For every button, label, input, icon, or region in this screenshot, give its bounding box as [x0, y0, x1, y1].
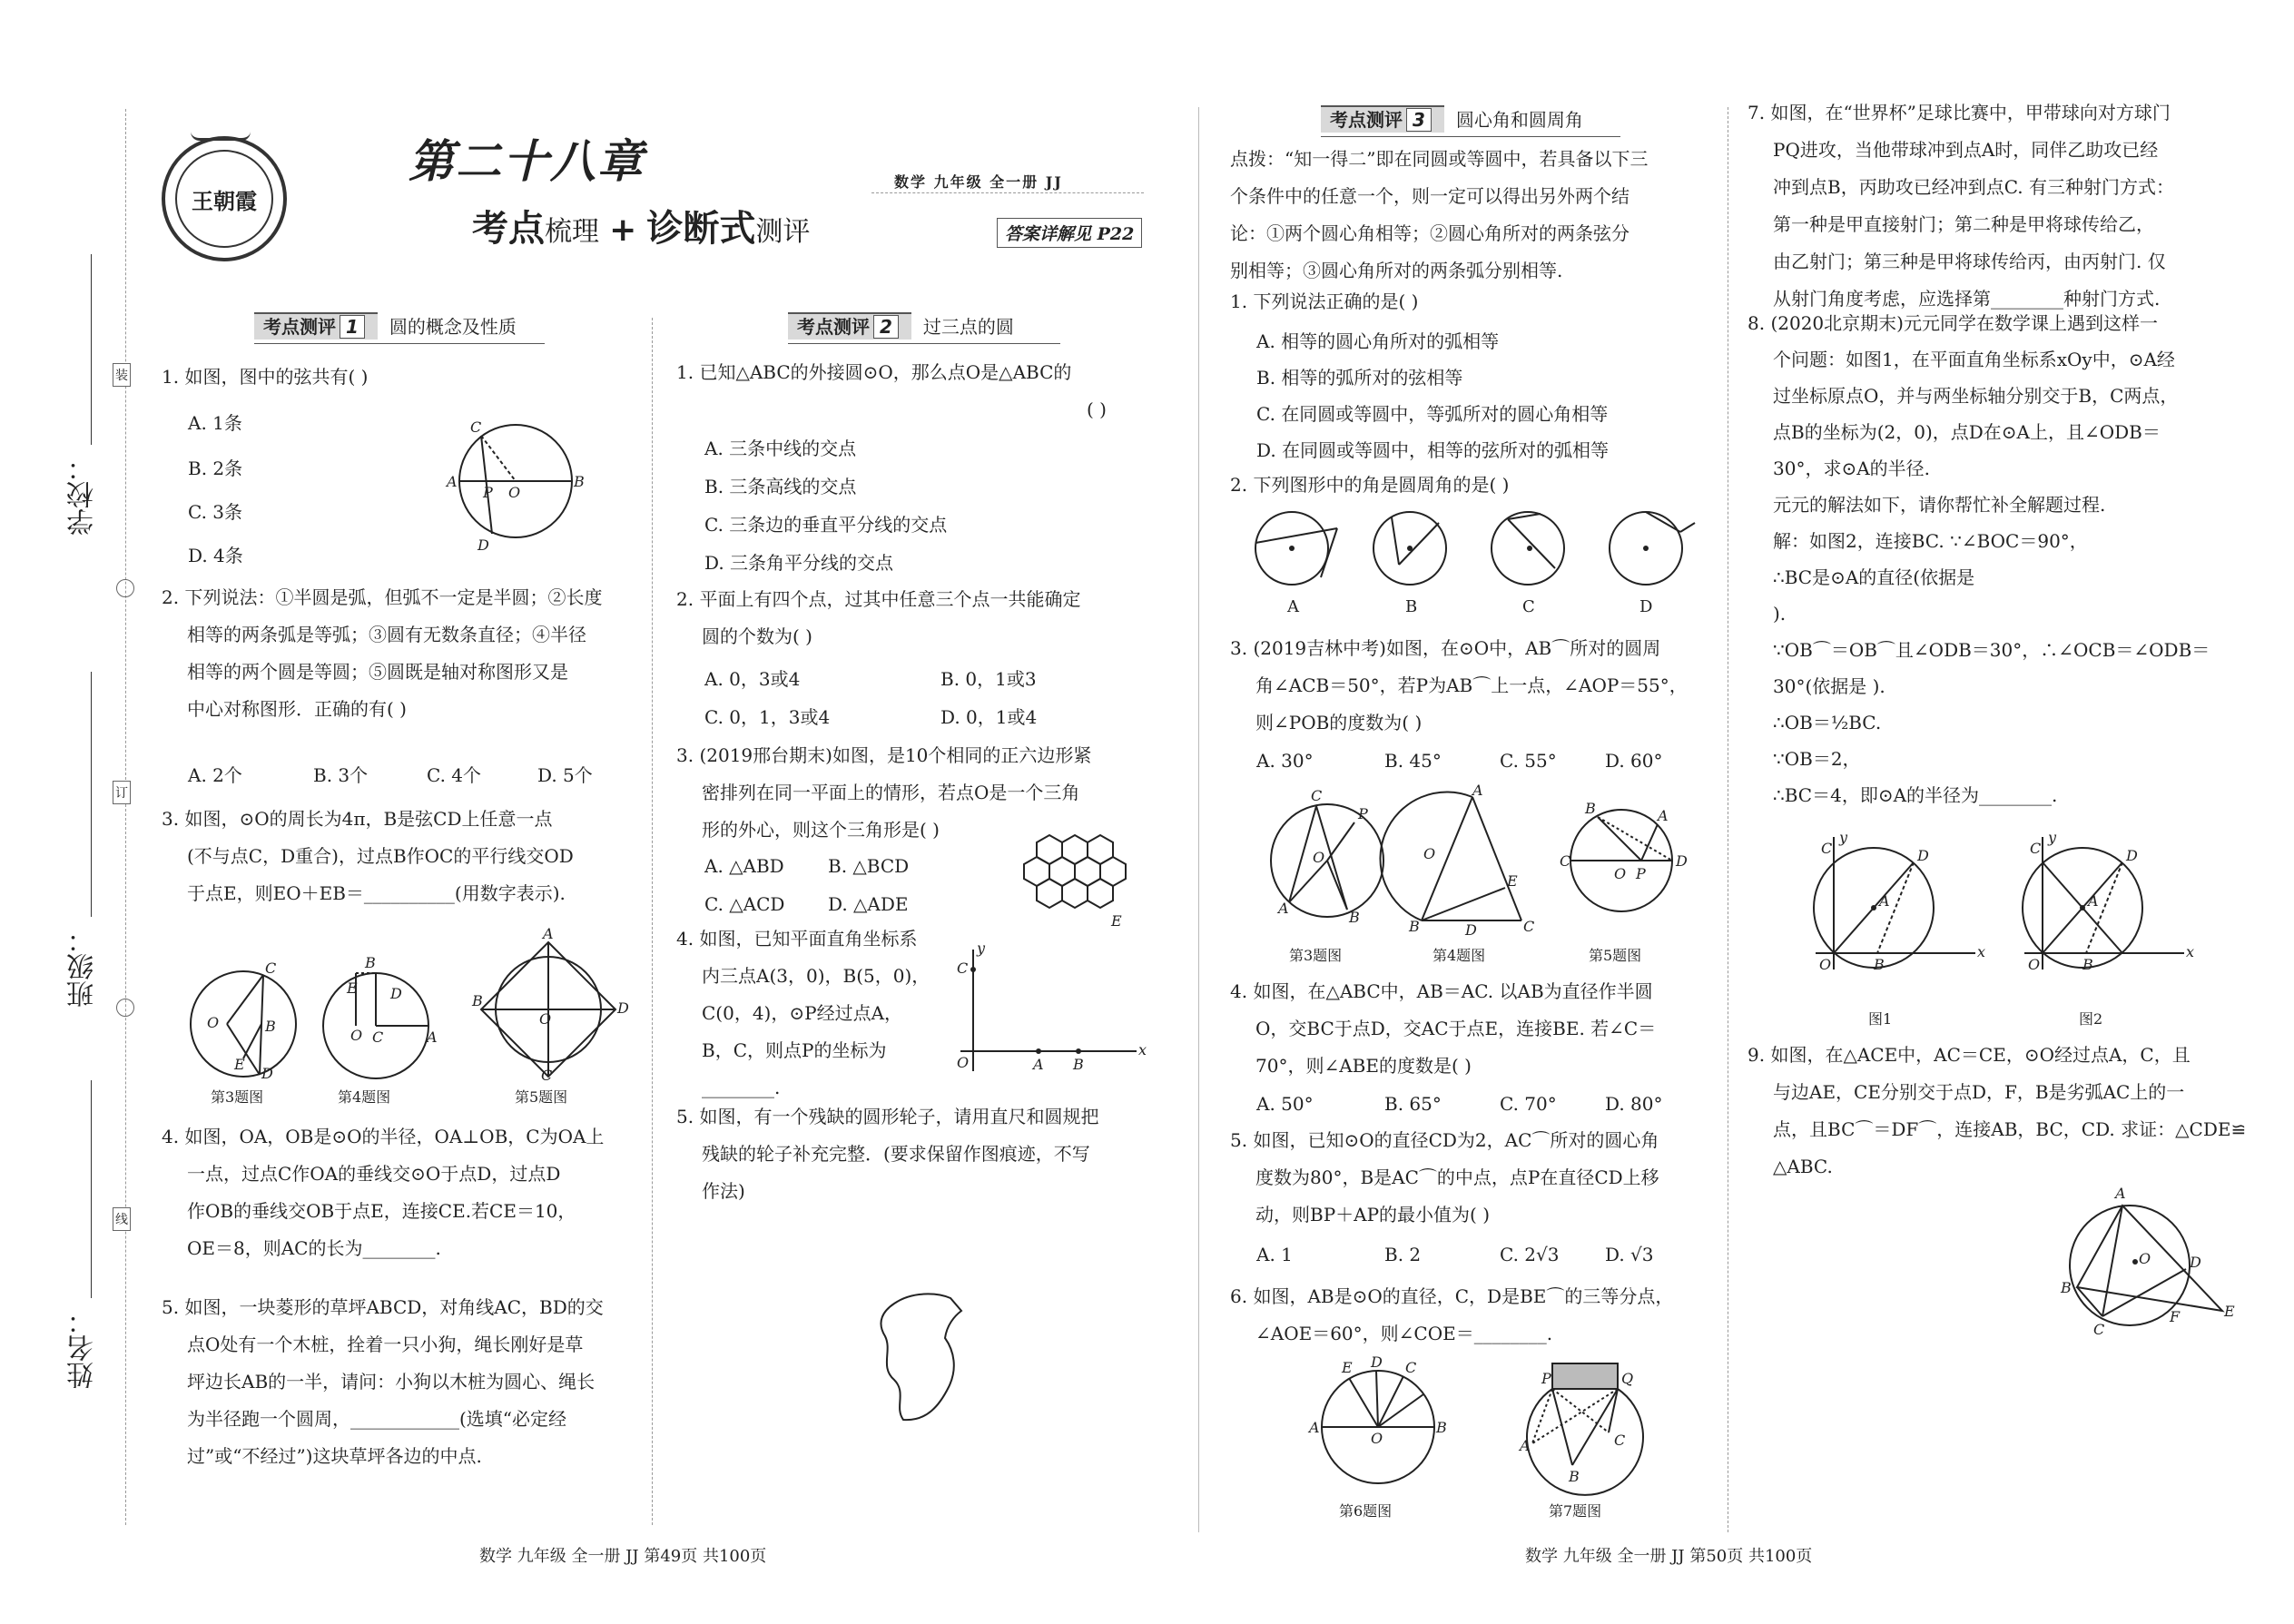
svg-text:A: A [1658, 807, 1669, 824]
s3-q4-opt-d: D. 80° [1605, 1093, 1663, 1115]
s3-q4-opt-b: B. 65° [1384, 1093, 1442, 1115]
svg-text:A: A [2088, 892, 2099, 910]
svg-text:B: B [265, 1018, 276, 1035]
s3-q3-line-1: 3. (2019吉林中考)如图，在⊙O中，AB⌒所对的圆周 [1230, 637, 1661, 659]
s2-q5-broken-wheel [867, 1285, 976, 1431]
svg-text:D: D [2190, 1254, 2201, 1271]
svg-text:Q: Q [1621, 1370, 1634, 1387]
svg-text:B: B [1569, 1468, 1580, 1485]
svg-text:C: C [470, 418, 482, 436]
svg-text:B: B [2082, 956, 2093, 973]
svg-text:F: F [2170, 1308, 2181, 1325]
s2-q5-line-2: 残缺的轮子补充完整．(要求保留作图痕迹，不写 [702, 1143, 1090, 1165]
s3-fig6 [1307, 1353, 1452, 1492]
s2-q2-opt-d: D. 0，1或4 [940, 706, 1038, 728]
header-dash-line [871, 192, 1144, 193]
s2-q5 [676, 1098, 1098, 1210]
s3-q5 [1230, 1122, 1659, 1234]
s1-q1-figure [445, 416, 590, 552]
s2-q3-opt-b: B. △BCD [828, 855, 910, 877]
binding-mark-zhuang: 装 [113, 363, 131, 387]
svg-text:A: A [427, 1029, 438, 1046]
s3-q5-opt-a: A. 1 [1256, 1244, 1293, 1265]
s3-q3-opt-c: C. 55° [1500, 750, 1557, 772]
s3-fig6-caption: 第6题图 [1339, 1502, 1393, 1520]
svg-text:O: O [2139, 1250, 2151, 1267]
svg-text:y: y [977, 940, 986, 957]
goal-rect [1552, 1363, 1618, 1389]
section3-tag-label: 考点测评 [1330, 109, 1403, 131]
s1-q4 [162, 1118, 604, 1267]
s4-q8-line-13: ∵OB＝2， [1773, 748, 1861, 770]
svg-text:O: O [539, 1010, 552, 1028]
svg-text:A: A [543, 925, 554, 942]
s4-q8-line-11: 30°(依据是 ). [1773, 675, 1885, 697]
svg-text:C: C [1560, 852, 1571, 870]
subtitle-ceping: 测评 [755, 216, 811, 248]
svg-text:A: A [1472, 782, 1483, 799]
svg-text:B: B [2061, 1279, 2072, 1296]
s4-fig2-caption: 图2 [2079, 1010, 2103, 1028]
s3-tip-line-1: 点拨：“知一得二”即在同圆或等圆中，若具备以下三 [1230, 148, 1649, 170]
s4-q9-figure [2059, 1180, 2235, 1343]
s1-q1-opt-b: B. 2条 [188, 458, 243, 479]
section1-tag [254, 312, 517, 339]
s3-q4-opt-c: C. 70° [1500, 1093, 1557, 1115]
s4-q8-line-9: ). [1773, 603, 1787, 625]
svg-text:P: P [1541, 1370, 1551, 1387]
s3-fig3-caption: 第3题图 [1289, 947, 1343, 964]
s2-q3-opt-a: A. △ABD [704, 855, 784, 877]
svg-text:D: D [1371, 1353, 1383, 1371]
s1-q3-line-3: 于点E，则EO＋EB＝__________(用数字表示). [187, 882, 566, 904]
section1-tag-title: 圆的概念及性质 [389, 316, 517, 338]
s2-q2-line-2: 圆的个数为( ) [702, 625, 812, 647]
s4-q8-line-2: 个问题：如图1，在平面直角坐标系xOy中，⊙A经 [1773, 349, 2175, 370]
s3-q1-opt-b: B. 相等的弧所对的弦相等 [1256, 367, 1463, 389]
s3-q1 [1230, 283, 1418, 320]
s4-q7-line-6: 从射门角度考虑，应选择第________种射门方式. [1773, 288, 2161, 310]
svg-text:D: D [1465, 921, 1477, 939]
s1-q4-line-3: 作OB的垂线交OB于点E，连接CE.若CE＝10， [187, 1200, 576, 1222]
s2-q2-opt-c: C. 0，1，3或4 [704, 706, 831, 728]
s3-fig4-caption: 第4题图 [1433, 947, 1486, 964]
s1-fig4 [320, 953, 438, 1080]
svg-text:y: y [2048, 829, 2057, 846]
s4-q8-line-4: 点B的坐标为(2，0)，点D在⊙A上，且∠ODB＝ [1773, 421, 2161, 443]
s4-q7 [1748, 94, 2174, 318]
s3-fig7 [1507, 1353, 1652, 1498]
logo-seal [162, 136, 287, 261]
s3-q5-opt-d: D. √3 [1605, 1244, 1654, 1265]
s4-fig2 [2006, 829, 2195, 979]
svg-text:A: A [1520, 1437, 1531, 1454]
section1-tag-rule [254, 343, 545, 344]
s2-q5-line-1: 5. 如图，有一个残缺的圆形轮子，请用直尺和圆规把 [676, 1106, 1099, 1127]
s2-q4-line-3: C(0，4)，⊙P经过点A， [702, 1002, 903, 1024]
s4-q8-line-8: ∴BC是⊙A的直径(依据是 [1773, 566, 1975, 588]
svg-text:x: x [2186, 943, 2195, 960]
s2-q4 [676, 920, 930, 1107]
s2-q2 [676, 581, 1080, 655]
s1-q5-line-2: 点O处有一个木桩，拴着一只小狗，绳长刚好是草 [187, 1334, 584, 1355]
s4-q8-line-12: ∴OB＝½BC. [1773, 712, 1882, 733]
divider-1 [652, 318, 653, 1525]
s3-tip-line-2: 个条件中的任意一个，则一定可以得出另外两个结 [1230, 185, 1629, 207]
s3-q1-opt-d: D. 在同圆或等圆中，相等的弦所对的弧相等 [1256, 439, 1610, 461]
section2-tag-num: 2 [873, 315, 899, 339]
s2-q4-line-4: B，C，则点P的坐标为 [702, 1039, 887, 1061]
s2-q3-line-1: 3. (2019邢台期末)如图，是10个相同的正六边形紧 [676, 744, 1092, 766]
chapter-title: 第二十八章 [409, 135, 645, 188]
s3-q1-opt-c: C. 在同圆或等圆中，等弧所对的圆心角相等 [1256, 403, 1609, 425]
s3-fig5-caption: 第5题图 [1589, 947, 1642, 964]
svg-text:C: C [541, 1067, 553, 1084]
s3-q4-line-3: 70°，则∠ABE的度数是( ) [1255, 1055, 1472, 1077]
section2-tag [788, 312, 1014, 339]
s4-q7-line-4: 第一种是甲直接射门；第二种是甲将球传给乙， [1773, 213, 2154, 235]
svg-text:O: O [1313, 849, 1325, 866]
s1-fig3 [180, 960, 307, 1082]
s2-q4-coordinate-figure [951, 940, 1147, 1080]
svg-text:P: P [1358, 805, 1368, 822]
s3-tip-line-3: 论：①两个圆心角相等；②圆心角所对的两条弦分 [1230, 222, 1629, 244]
section2-tag-rule [788, 343, 1060, 344]
s1-q1 [162, 359, 368, 396]
s3-fig7-caption: 第7题图 [1549, 1502, 1602, 1520]
s3-q2-option-figures [1248, 505, 1702, 595]
s3-q5-line-3: 动，则BP＋AP的最小值为( ) [1255, 1204, 1491, 1225]
s4-q8-line-7: 解：如图2，连接BC. ∵∠BOC＝90°， [1773, 530, 2088, 552]
svg-text:y: y [1839, 829, 1848, 846]
s3-q1-opt-a: A. 相等的圆心角所对的弧相等 [1256, 330, 1500, 352]
subtitle-shuli: 梳理 [545, 216, 599, 248]
svg-text:C: C [2030, 840, 2042, 857]
s1-q1-opt-c: C. 3条 [188, 501, 243, 523]
s3-q2-label-b: B [1405, 597, 1418, 616]
s3-q4-line-1: 4. 如图，在△ABC中，AB＝AC. 以AB为直径作半圆 [1230, 980, 1653, 1002]
section2-tag-label: 考点测评 [797, 316, 870, 338]
s1-q2-line-2: 相等的两条弧是等弧；③圆有无数条直径；④半径 [187, 624, 586, 645]
svg-text:D: D [1917, 847, 1929, 864]
s2-q3-opt-c: C. △ACD [704, 893, 785, 915]
s1-q1-line: 1. 如图，图中的弦共有( ) [162, 366, 369, 388]
binding-hole-1 [116, 579, 134, 597]
s1-q5-line-5: 过”或“不经过”)这块草坪各边的中点. [187, 1445, 482, 1467]
s3-q6-line-1: 6. 如图，AB是⊙O的直径，C，D是BE⌒的三等分点， [1230, 1285, 1674, 1307]
svg-text:O: O [2028, 956, 2041, 973]
s2-q1-line-2: ( ) [1087, 399, 1107, 420]
school-underline [91, 254, 92, 445]
svg-text:D: D [478, 536, 489, 554]
svg-text:D: D [390, 985, 402, 1002]
svg-text:x: x [1138, 1041, 1147, 1058]
s2-q3-line-3: 形的外心，则这个三角形是( ) [702, 819, 940, 841]
s2-q1-opt-c: C. 三条边的垂直平分线的交点 [704, 514, 948, 536]
s2-q3-hexagon-figure [1020, 835, 1157, 944]
subtitle-zhenduan: 诊断式 [646, 208, 756, 250]
section3-tag-title: 圆心角和圆周角 [1455, 109, 1583, 131]
s3-q3 [1230, 630, 1688, 742]
svg-text:E: E [234, 1056, 245, 1073]
s4-q9-line-4: △ABC. [1773, 1156, 1833, 1177]
s3-tip [1230, 141, 1648, 290]
s3-q2-line: 2. 下列图形中的角是圆周角的是( ) [1230, 474, 1510, 496]
s4-q7-line-3: 冲到点B，丙助攻已经冲到点C. 有三种射门方式： [1773, 176, 2175, 198]
s3-q5-line-2: 度数为80°，B是AC⌒的中点，点P在直径CD上移 [1255, 1166, 1659, 1188]
s3-q3-opt-b: B. 45° [1384, 750, 1442, 772]
s1-fig5-caption: 第5题图 [515, 1088, 568, 1106]
s4-q9-line-2: 与边AE，CE分别交于点D，F，B是劣弧AC上的一 [1773, 1081, 2185, 1103]
svg-text:O: O [1423, 845, 1436, 862]
svg-text:C: C [957, 960, 969, 977]
answer-ref: 答案详解见 P22 [997, 218, 1142, 248]
s1-q1-opt-d: D. 4条 [188, 545, 243, 566]
svg-text:C: C [1821, 840, 1833, 857]
s1-q4-line-1: 4. 如图，OA，OB是⊙O的半径，OA⊥OB，C为OA上 [162, 1126, 605, 1147]
s1-q4-line-4: OE＝8，则AC的长为________. [187, 1237, 441, 1259]
binding-hole-2 [116, 999, 134, 1017]
divider-2 [1198, 107, 1199, 1532]
svg-text:B: B [1436, 1419, 1447, 1436]
s3-q5-line-1: 5. 如图，已知⊙O的直径CD为2，AC⌒所对的圆心角 [1230, 1129, 1659, 1151]
s1-q5 [162, 1289, 604, 1475]
s3-q5-opt-b: B. 2 [1384, 1244, 1422, 1265]
s1-q2-line-4: 中心对称图形．正确的有( ) [187, 698, 407, 720]
svg-text:B: B [365, 954, 376, 971]
svg-text:P: P [483, 484, 493, 501]
svg-text:O: O [508, 484, 521, 501]
svg-text:A: A [1879, 892, 1890, 910]
s1-q2-line-3: 相等的两个圆是等圆；⑤圆既是轴对称图形又是 [187, 661, 568, 683]
svg-text:E: E [2224, 1303, 2235, 1320]
s2-q2-line-1: 2. 平面上有四个点，过其中任意三个点一共能确定 [676, 588, 1081, 610]
binding-line [125, 109, 126, 1525]
binding-mark-xian: 线 [113, 1207, 131, 1231]
class-underline [91, 672, 92, 917]
svg-text:O: O [207, 1014, 220, 1031]
s1-fig3-caption: 第3题图 [211, 1088, 264, 1106]
s2-q4-line-1: 4. 如图，已知平面直角坐标系 [676, 928, 918, 950]
s3-q6 [1230, 1278, 1673, 1353]
s3-q4-line-2: O，交BC于点D，交AC于点E，连接BE. 若∠C＝ [1255, 1018, 1657, 1039]
svg-text:A: A [2115, 1185, 2126, 1202]
logo-text: 王朝霞 [192, 187, 257, 214]
s2-q1 [676, 354, 1107, 428]
s4-q8 [1748, 305, 2210, 813]
name-underline [91, 1080, 92, 1298]
school-label: 学校： [67, 454, 99, 536]
s2-q3 [676, 737, 1091, 849]
s1-q3-line-1: 3. 如图，⊙O的周长为4π，B是弦CD上任意一点 [162, 808, 553, 830]
s4-q8-line-1: 8. (2020北京期末)元元同学在数学课上遇到这样一 [1748, 312, 2158, 334]
s4-q8-line-10: ∵OB⌒＝OB⌒且∠ODB＝30°，∴∠OCB＝∠ODB＝ [1773, 639, 2210, 661]
svg-text:A: A [1033, 1056, 1044, 1073]
s4-q7-line-1: 7. 如图，在“世界杯”足球比赛中，甲带球向对方球门 [1748, 102, 2171, 123]
s3-fig4 [1405, 782, 1541, 939]
header-subtitle [472, 200, 810, 251]
svg-text:D: D [261, 1065, 273, 1082]
s3-fig5 [1558, 799, 1694, 926]
svg-text:B: B [1874, 956, 1885, 973]
svg-text:B: B [574, 473, 585, 490]
svg-text:O: O [1371, 1430, 1383, 1447]
s3-q4 [1230, 973, 1656, 1085]
s2-q4-line-5: ________. [702, 1077, 781, 1098]
book-info: 数学 九年级 全一册 JJ [894, 173, 1063, 191]
s4-q8-line-14: ∴BC＝4，即⊙A的半径为________. [1773, 784, 2058, 806]
s3-q5-opt-c: C. 2√3 [1500, 1244, 1560, 1265]
svg-text:B: B [1409, 918, 1420, 935]
s3-q3-opt-a: A. 30° [1256, 750, 1314, 772]
s1-q5-line-3: 坪边长AB的一半，请问：小狗以木桩为圆心、绳长 [187, 1371, 596, 1393]
logo-crown-icon [191, 111, 251, 141]
svg-text:C: C [1405, 1359, 1417, 1376]
s3-fig3 [1264, 786, 1391, 931]
s1-q3 [162, 801, 574, 912]
svg-text:O: O [1614, 865, 1627, 882]
svg-text:C: C [372, 1029, 384, 1046]
svg-text:B: B [1585, 800, 1596, 817]
s3-q2-label-a: A [1287, 597, 1299, 616]
section1-tag-label: 考点测评 [263, 316, 336, 338]
s2-q1-opt-d: D. 三条角平分线的交点 [704, 552, 894, 574]
section3-tag-num: 3 [1406, 108, 1432, 132]
s2-q2-opt-b: B. 0，1或3 [940, 668, 1037, 690]
s1-q2-line-1: 2. 下列说法：①半圆是弧，但弧不一定是半圆；②长度 [162, 586, 603, 608]
svg-text:D: D [2126, 847, 2138, 864]
s1-q2-opt-c: C. 4个 [427, 764, 482, 786]
name-label: 姓名： [67, 1307, 99, 1389]
binding-mark-ding: 订 [113, 781, 131, 804]
footer-right: 数学 九年级 全一册 JJ 第50页 共100页 [1525, 1547, 1813, 1566]
svg-text:C: C [1614, 1432, 1626, 1449]
s3-q6-line-2: ∠AOE＝60°，则∠COE＝________. [1255, 1323, 1553, 1344]
s3-q3-line-3: 则∠POB的度数为( ) [1255, 712, 1423, 733]
s1-q3-line-2: (不与点C，D重合)，过点B作OC的平行线交OD [187, 845, 574, 867]
s2-q3-line-2: 密排列在同一平面上的情形，若点O是一个三角 [702, 782, 1080, 803]
s2-q1-opt-b: B. 三条高线的交点 [704, 476, 857, 497]
s3-q4-opt-a: A. 50° [1256, 1093, 1314, 1115]
svg-text:C: C [2093, 1321, 2105, 1338]
s1-q5-line-1: 5. 如图，一块菱形的草坪ABCD，对角线AC，BD的交 [162, 1296, 604, 1318]
section3-tag-rule [1321, 136, 1620, 137]
s4-q9-line-1: 9. 如图，在△ACE中，AC＝CE，⊙O经过点A，C，且 [1748, 1044, 2191, 1066]
class-label: 班级： [67, 926, 99, 1008]
s4-q8-line-6: 元元的解法如下，请你帮忙补全解题过程. [1773, 494, 2106, 516]
s4-fig1-caption: 图1 [1868, 1010, 1893, 1028]
s4-q7-line-5: 由乙射门；第三种是甲将球传给丙，由丙射门. 仅 [1773, 251, 2166, 272]
s3-q2 [1230, 467, 1509, 504]
section2-tag-title: 过三点的圆 [922, 316, 1014, 338]
svg-text:D: D [617, 999, 629, 1017]
footer-left: 数学 九年级 全一册 JJ 第49页 共100页 [479, 1547, 767, 1566]
s3-q2-label-c: C [1522, 597, 1535, 616]
s1-fig4-caption: 第4题图 [338, 1088, 391, 1106]
s3-q3-line-2: 角∠ACB＝50°，若P为AB⌒上一点，∠AOP＝55°， [1255, 674, 1688, 696]
svg-text:B: B [472, 992, 483, 1009]
svg-text:A: A [447, 473, 458, 490]
s2-q1-opt-a: A. 三条中线的交点 [704, 438, 857, 459]
s1-q5-line-4: 为半径跑一个圆周，____________(选填“必定经 [187, 1408, 567, 1430]
s1-q4-line-2: 一点，过点C作OA的垂线交⊙O于点D，过点D [187, 1163, 561, 1185]
svg-text:C: C [265, 960, 277, 977]
s2-q1-line-1: 1. 已知△ABC的外接圆⊙O，那么点O是△ABC的 [676, 361, 1072, 383]
s4-q9-line-3: 点，且BC⌒＝DF⌒，连接AB，BC，CD. 求证：△CDE≌ [1773, 1118, 2247, 1140]
svg-text:B: B [1349, 909, 1360, 926]
svg-text:A: A [1309, 1419, 1320, 1436]
s4-q7-line-2: PQ进攻，当他带球冲到点A时，同伴乙助攻已经 [1773, 139, 2159, 161]
svg-text:E: E [1342, 1359, 1353, 1376]
svg-text:E: E [347, 979, 358, 997]
s1-q2-opt-d: D. 5个 [537, 764, 593, 786]
s2-q2-opt-a: A. 0，3或4 [704, 668, 801, 690]
s1-fig5 [472, 925, 635, 1084]
s4-q9 [1748, 1037, 2246, 1186]
svg-text:C: C [1523, 918, 1535, 935]
svg-text:A: A [1278, 900, 1289, 917]
s1-q1-opt-a: A. 1条 [188, 412, 242, 434]
s3-q3-opt-d: D. 60° [1605, 750, 1663, 772]
s4-q8-line-5: 30°，求⊙A的半径. [1773, 458, 1931, 479]
svg-text:E: E [1507, 872, 1518, 890]
s2-q5-line-3: 作法) [702, 1180, 745, 1202]
subtitle-kaodian: 考点 [472, 208, 545, 250]
svg-text:P: P [1636, 865, 1646, 882]
s4-fig1 [1797, 829, 1986, 979]
svg-text:E: E [1111, 912, 1122, 930]
s2-q4-line-2: 内三点A(3，0)，B(5，0)， [702, 965, 930, 987]
svg-text:B: B [1073, 1056, 1084, 1073]
s2-q3-opt-d: D. △ADE [828, 893, 909, 915]
s3-q1-line: 1. 下列说法正确的是( ) [1230, 290, 1419, 312]
section1-tag-num: 1 [340, 315, 365, 339]
s4-q8-line-3: 过坐标原点O，并与两坐标轴分别交于B，C两点， [1773, 385, 2179, 407]
s1-q2-opt-b: B. 3个 [313, 764, 369, 786]
section3-tag [1321, 105, 1583, 132]
s1-q2 [162, 579, 602, 728]
subtitle-plus: + [609, 212, 637, 249]
svg-text:x: x [1977, 943, 1986, 960]
svg-text:D: D [1676, 852, 1688, 870]
s3-tip-line-4: 别相等；③圆心角所对的两条弧分别相等. [1230, 260, 1563, 281]
svg-text:O: O [350, 1027, 363, 1044]
svg-text:O: O [1819, 956, 1832, 973]
svg-text:O: O [957, 1054, 970, 1071]
svg-text:C: C [1311, 787, 1323, 804]
s3-q2-label-d: D [1639, 597, 1653, 616]
s1-q2-opt-a: A. 2个 [188, 764, 242, 786]
